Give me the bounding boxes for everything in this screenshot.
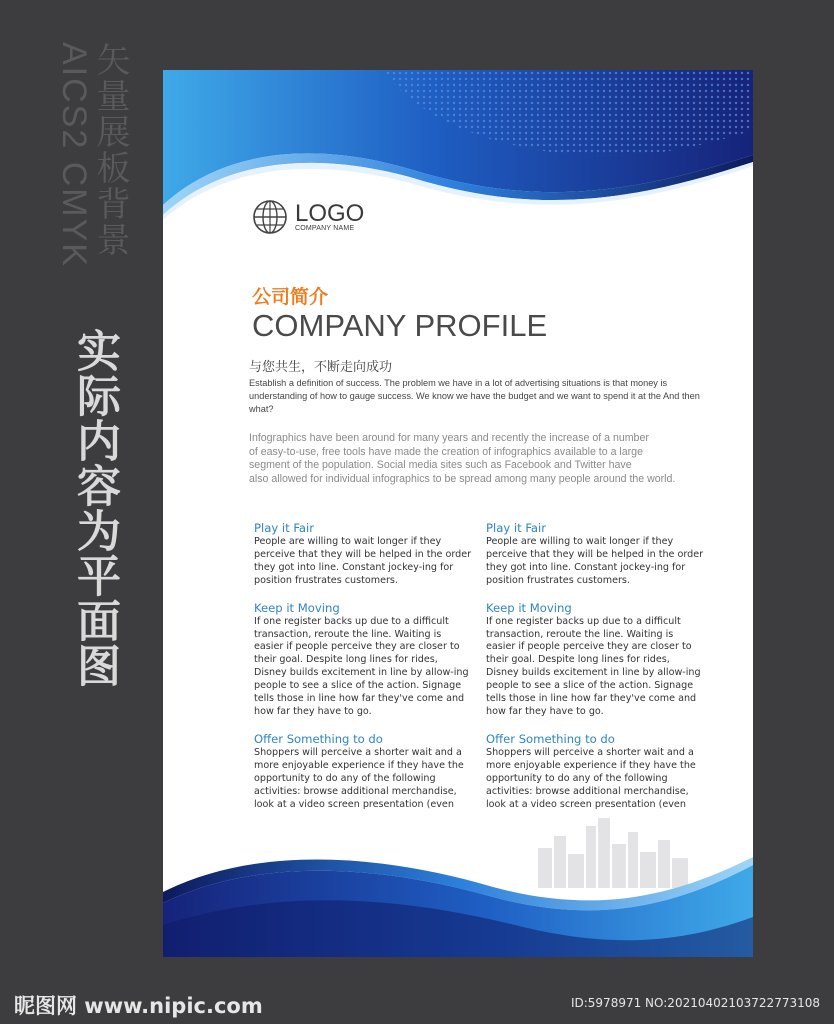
- section-text: Shoppers will perceive a shorter wait and a more enjoyable experience if they have the opportunity to do any of the following activities: browse additional merchandise, look at a video screen presentation (even: [254, 746, 464, 810]
- tagline: 与您共生，不断走向成功: [249, 360, 393, 375]
- section-heading: Keep it Moving: [486, 600, 572, 615]
- poster: [163, 70, 753, 957]
- section-offer-something: [486, 732, 704, 812]
- title-english: COMPANY PROFILE: [252, 308, 548, 343]
- title-chinese: 公司简介: [252, 286, 329, 308]
- logo-word: LOGO: [295, 199, 365, 227]
- globe-icon: [251, 198, 289, 236]
- body-line: Infographics have been around for many years and recently the increase of a number: [249, 432, 649, 444]
- section-keep-it-moving: [254, 601, 472, 719]
- section-heading: Offer Something to do: [486, 731, 615, 746]
- bottom-wave-graphic: [163, 847, 753, 957]
- section-heading: Keep it Moving: [254, 600, 340, 615]
- section-text: If one register backs up due to a difficult transaction, reroute the line. Waiting is easier if people perceive they are closer to their goal. Despite long lines for rides, Disney builds excitement in line by allow-ing people to see a slice of the action. Signage tells those in line how far they've come and how far they have to go.: [254, 615, 469, 717]
- body-line: segment of the population. Social media sites such as Facebook and Twitter have: [249, 459, 632, 471]
- section-text: Shoppers will perceive a shorter wait and a more enjoyable experience if they have the opportunity to do any of the following activities: browse additional merchandise, look at a video screen presentation (even: [486, 746, 696, 810]
- side-main-caption: 实际内容为平面图: [69, 328, 120, 688]
- body-paragraph: [249, 432, 719, 486]
- section-play-it-fair: [254, 521, 472, 588]
- watermark-site: 昵图网 www.nipic.com: [14, 994, 263, 1018]
- logo-company-name: COMPANY NAME: [295, 224, 355, 232]
- content-column-left: [254, 521, 472, 824]
- intro-paragraph: Establish a definition of success. The problem we have in a lot of advertising situations is that money is understanding of how to gauge success. We know we have the budget and we want to spend it at the And then what?: [249, 378, 700, 414]
- body-line: of easy-to-use, free tools have made the creation of infographics available to a large: [249, 445, 643, 458]
- section-offer-something: [254, 732, 472, 812]
- section-text: If one register backs up due to a difficult transaction, reroute the line. Waiting is easier if people perceive they are closer to their goal. Despite long lines for rides, Disney builds excitement in line by allow-ing people to see a slice of the action. Signage tells those in line how far they've come and how far they have to go.: [486, 615, 701, 717]
- ghost-cn-text: 矢量展板背景: [90, 42, 130, 258]
- section-heading: Play it Fair: [486, 521, 547, 535]
- content-column-right: [486, 521, 704, 824]
- ghost-en-text: AICS2 CMYK: [55, 42, 93, 268]
- section-play-it-fair: [486, 521, 704, 588]
- watermark-id: ID:5978971 NO:20210402103722773108: [570, 996, 820, 1010]
- section-heading: Play it Fair: [254, 521, 315, 535]
- side-ghost-caption: [56, 42, 128, 268]
- company-logo: [251, 198, 364, 236]
- section-heading: Offer Something to do: [254, 731, 383, 746]
- section-text: People are willing to wait longer if they perceive that they will be helped in the order they got into line. Constant jockey-ing for position frustrates customers.: [486, 536, 704, 586]
- section-text: People are willing to wait longer if they perceive that they will be helped in the order they got into line. Constant jockey-ing for position frustrates customers.: [254, 536, 472, 586]
- body-line: also allowed for individual infographics to be spread among many people around the world.: [249, 472, 676, 485]
- section-keep-it-moving: [486, 601, 704, 719]
